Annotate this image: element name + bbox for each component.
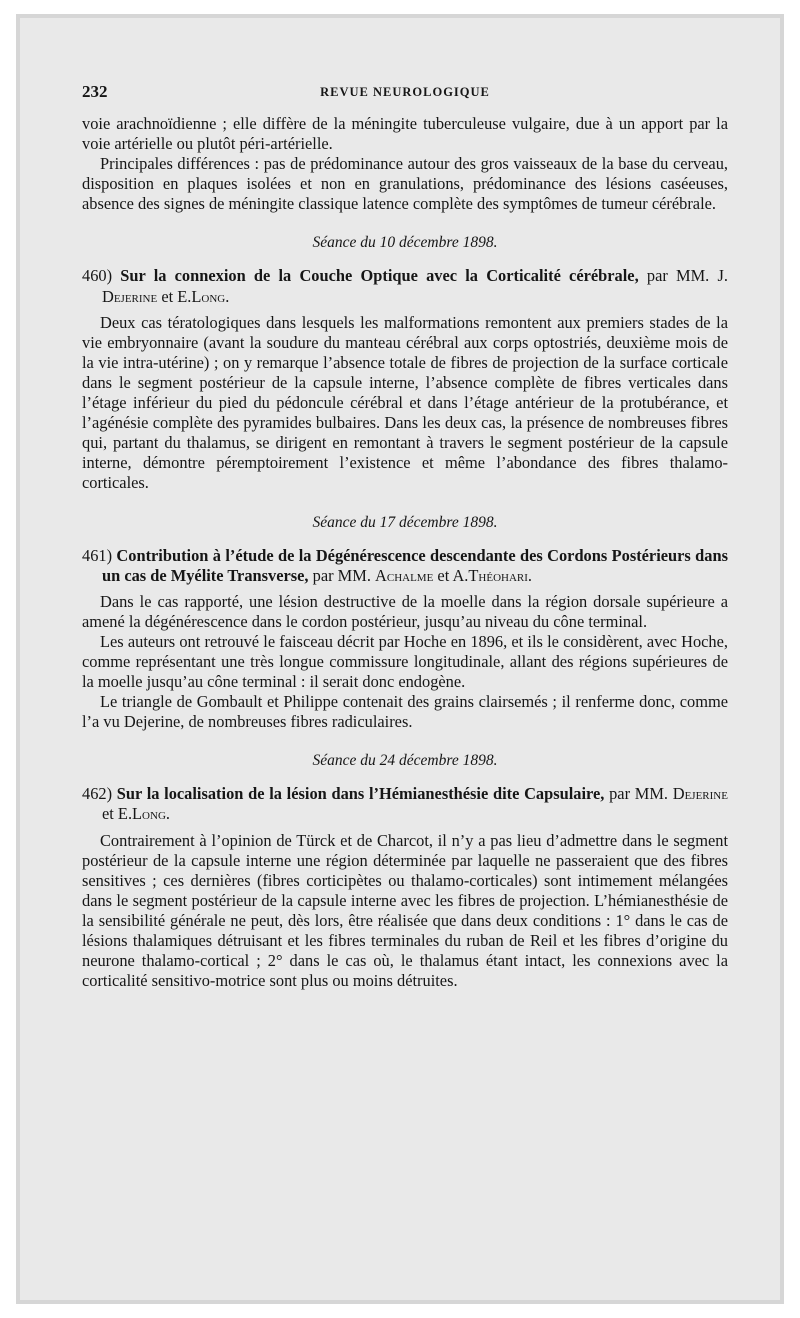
page-number: 232: [82, 82, 108, 101]
article-by: par MM. J.: [646, 266, 728, 286]
author-name: Long: [132, 804, 166, 824]
article-paragraph: Les auteurs ont retrouvé le faisceau décrit par Hoche en 1896, et ils le considèrent, avec Hoche, comme représentant une très longue commissure longitudinale, allant des régions supérieures de la moelle jusqu’au cône terminal : il serait donc endogène.: [82, 631, 728, 692]
article-by: par MM.: [609, 784, 669, 804]
running-header: [82, 82, 728, 104]
article-number: 460): [82, 266, 113, 286]
page-content: [82, 82, 728, 991]
author-name: Achalme: [375, 565, 434, 585]
article-number: 462): [82, 784, 113, 804]
article-paragraph: Le triangle de Gombault et Philippe contenait des grains clairsemés ; il renferme donc, comme l’a vu Dejerine, de nombreuses fibres radiculaires.: [82, 692, 728, 732]
article-by: par MM.: [312, 565, 371, 585]
author-name: Long: [191, 286, 226, 306]
heading-end: .: [527, 565, 533, 585]
session-date: Séance du 17 décembre 1898.: [312, 513, 498, 531]
article-and: et E.: [161, 286, 192, 306]
article-heading-460: [82, 266, 728, 306]
article-heading-462: [82, 784, 728, 824]
article-paragraph: Contrairement à l’opinion de Türck et de Charcot, il n’y a pas lieu d’admettre dans le segment postérieur de la capsule interne une région déterminée par laquelle ne passeraient que des fibres sensitives ; ces dernières (fibres corticipètes ou thalamo-corticales) sont intimement mélangées dans le segment postérieur de la capsule interne avec les fibres de projection. L’hémianesthésie de la sensibilité générale ne peut, dès lors, être réalisée que dans deux conditions : 1° dans le cas de lésions thalamiques détruisant et les fibres terminales du ruban de Reil et les fibres d’origine du neurone thalamo-cortical ; 2° dans le cas où, le thalamus étant intact, les connexions avec la corticalité sensitivo-motrice sont plus ou moins détruites.: [82, 830, 728, 991]
intro-paragraph-1: voie arachnoïdienne ; elle diffère de la méningite tuberculeuse vulgaire, due à un apport par la voie artérielle ou plutôt péri-artérielle.: [82, 114, 728, 154]
intro-paragraph-2: Principales différences : pas de prédominance autour des gros vaisseaux de la base du cerveau, disposition en plaques isolées et non en granulations, prédominance des lésions caséeuses, absence des signes de méningite classique latence complète des symptômes de tumeur cérébrale.: [82, 154, 728, 214]
article-heading-461: [82, 546, 728, 586]
session-date: Séance du 24 décembre 1898.: [312, 752, 498, 770]
article-number: 461): [82, 545, 113, 565]
author-name: Dejerine: [102, 286, 158, 306]
article-and: et A.: [437, 565, 469, 585]
author-name: Théohari: [468, 565, 528, 585]
article-paragraph: Deux cas tératologiques dans lesquels les malformations remontent aux premiers stades de la vie embryonnaire (avant la soudure du manteau cérébral aux corps optostriés, deuxième mois de la vie intra-utérine) ; on y remarque l’absence totale de fibres de projection de la surface corticale dans le segment postérieur de la capsule interne, l’absence complète de fibres verticales dans l’étage inférieur du pied du pédoncule cérébral et dans l’étage antérieur de la protubérance, et l’agénésie complète des pyramides bulbaires. Dans les deux cas, la présence de nombreuses fibres qui, partant du thalamus, se dirigent en remontant à travers le segment postérieur de la capsule interne, démontre péremptoirement l’existence et même l’abondance des fibres thalamo-corticales.: [82, 312, 728, 493]
article-title: Contribution à l’étude de la Dégénérescence descendante des Cordons Postérieurs dans un cas de Myélite Transverse,: [102, 545, 728, 585]
author-name: Dejerine: [672, 784, 728, 804]
article-and: et E.: [102, 804, 133, 824]
article-title: Sur la connexion de la Couche Optique avec la Corticalité cérébrale,: [120, 266, 639, 286]
article-paragraph: Dans le cas rapporté, une lésion destructive de la moelle dans la région dorsale supérieure a amené la dégénérescence dans le cordon postérieur, jusqu’au niveau du cône terminal.: [82, 591, 728, 631]
page-surface: [20, 18, 780, 1300]
session-date: Séance du 10 décembre 1898.: [312, 234, 498, 252]
article-title: Sur la localisation de la lésion dans l’Hémianesthésie dite Capsulaire,: [116, 784, 605, 804]
heading-end: .: [165, 804, 170, 824]
heading-end: .: [225, 286, 230, 306]
journal-title: REVUE NEUROLOGIQUE: [320, 85, 490, 99]
scanned-page: [16, 14, 784, 1304]
